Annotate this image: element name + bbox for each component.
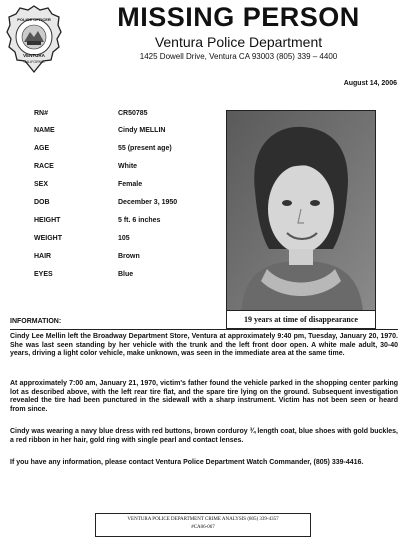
footer-case-number: #CA06-067 bbox=[191, 525, 215, 530]
page-title: MISSING PERSON bbox=[117, 2, 360, 32]
field-label: HEIGHT bbox=[34, 217, 61, 224]
field-sex bbox=[34, 181, 224, 193]
field-label: HAIR bbox=[34, 253, 52, 260]
field-label: RN# bbox=[34, 110, 49, 117]
field-name bbox=[34, 127, 224, 139]
badge-name: VENTURA bbox=[23, 53, 45, 58]
contact-paragraph: If you have any information, please contact Ventura Police Department Watch Commander, (805) 339-4416. bbox=[10, 459, 364, 466]
department-name: Ventura Police Department bbox=[154, 34, 323, 50]
bulletin-date: August 14, 2006 bbox=[343, 80, 397, 87]
badge-bottom-text: CALIFORNIA bbox=[23, 60, 45, 64]
field-label: EYES bbox=[34, 271, 53, 278]
field-value: 55 (present age) bbox=[118, 145, 172, 152]
missing-person-photo bbox=[226, 110, 376, 312]
field-label: RACE bbox=[34, 163, 54, 170]
field-value: 5 ft. 6 inches bbox=[118, 217, 161, 224]
field-label: WEIGHT bbox=[34, 235, 62, 242]
department-address: 1425 Dowell Drive, Ventura CA 93003 (805) 339 – 4400 bbox=[139, 52, 338, 61]
field-label: AGE bbox=[34, 145, 50, 152]
badge-top-text: POLICE OFFICER bbox=[17, 17, 51, 22]
field-value: Blue bbox=[118, 271, 134, 278]
field-value: December 3, 1950 bbox=[118, 199, 178, 206]
field-age bbox=[34, 145, 224, 157]
information-paragraph: At approximately 7:00 am, January 21, 1970, victim's father found the vehicle parked in the shopping center parking lot as described above, with the left rear tire flat, and the spare tire lying on the ground. Subsequent investigation revealed the tire had been punctured in the sidewall with a sharp instrument. Victim has not been seen or heard from since. bbox=[10, 380, 398, 413]
field-dob bbox=[34, 199, 224, 211]
field-weight bbox=[34, 235, 224, 247]
field-label: DOB bbox=[34, 199, 50, 206]
field-height bbox=[34, 217, 224, 229]
field-label: SEX bbox=[34, 181, 49, 188]
information-paragraph: Cindy Lee Mellin left the Broadway Department Store, Ventura at approximately 9:40 pm, Tuesday, January 20, 1970. She was last seen standing by her vehicle with the trunk and the left front door open. A white male adult, 30-40 years, driving a light color vehicle, make unknown, was seen in the immediate area at the same time. bbox=[10, 333, 398, 358]
field-eyes bbox=[34, 271, 224, 283]
field-value: CR50785 bbox=[118, 110, 148, 117]
information-heading: INFORMATION: bbox=[10, 318, 62, 325]
footer-line: VENTURA POLICE DEPARTMENT CRIME ANALYSIS (805) 339-4357 bbox=[127, 517, 279, 522]
divider bbox=[10, 329, 398, 330]
information-paragraph: Cindy was wearing a navy blue dress with red buttons, brown corduroy ¾ length coat, blue shoes with gold buckles, a red ribbon in her hair, gold ring with single pearl and contact lenses. bbox=[10, 428, 398, 444]
portrait-illustration bbox=[227, 111, 375, 311]
field-value: Cindy MELLIN bbox=[118, 127, 166, 134]
field-hair bbox=[34, 253, 224, 265]
crime-analysis-footer bbox=[95, 513, 311, 537]
field-label: NAME bbox=[34, 127, 55, 134]
photo-caption: 19 years at time of disappearance bbox=[226, 310, 376, 329]
police-badge-seal bbox=[6, 4, 62, 74]
field-race bbox=[34, 163, 224, 175]
field-value: Brown bbox=[118, 253, 140, 260]
field-rn bbox=[34, 110, 224, 122]
field-value: Female bbox=[118, 181, 143, 188]
field-value: White bbox=[118, 163, 138, 170]
field-value: 105 bbox=[118, 235, 130, 242]
